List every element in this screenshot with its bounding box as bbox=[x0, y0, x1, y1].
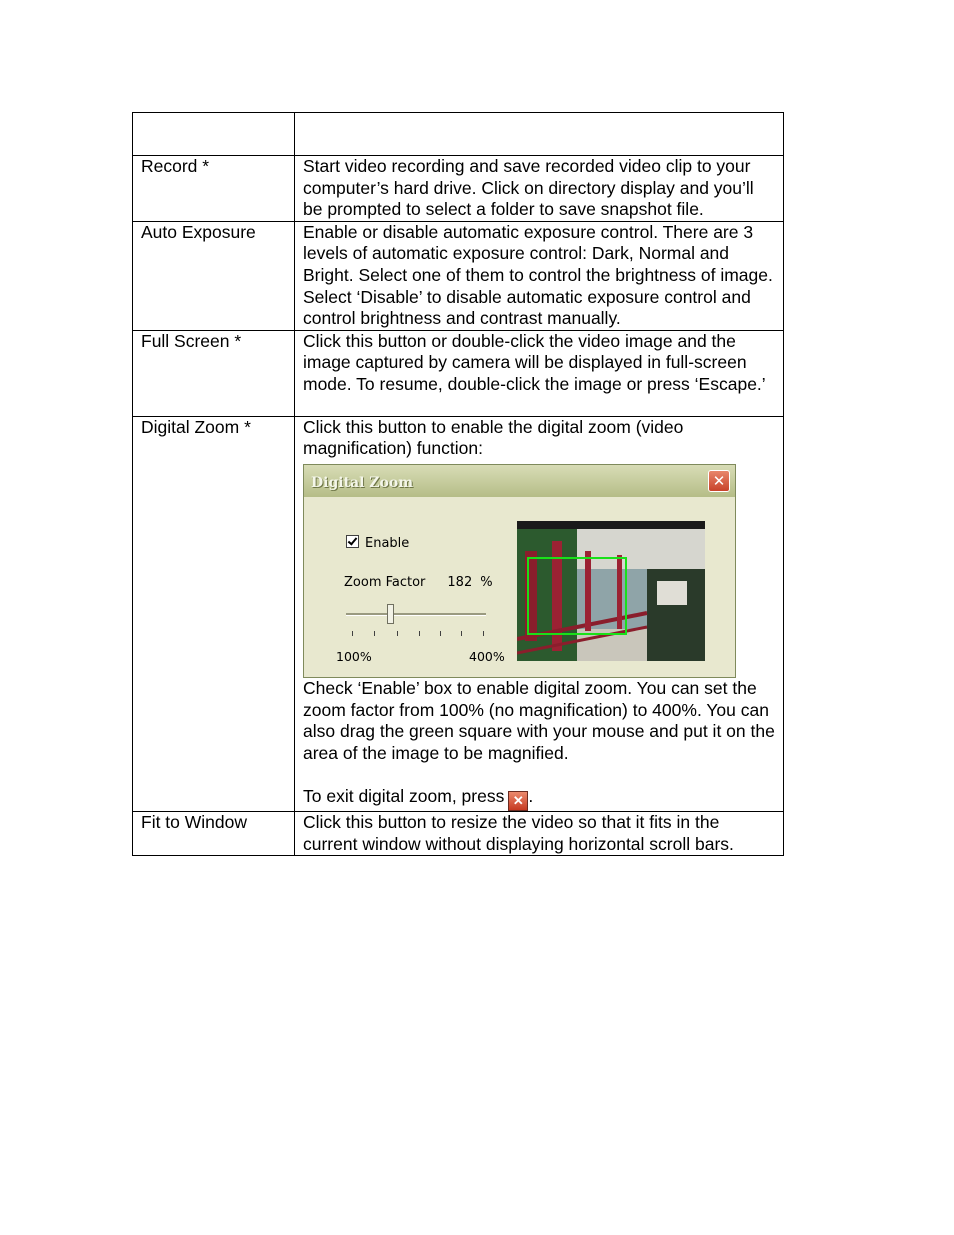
slider-tick bbox=[483, 631, 484, 636]
feature-name: Full Screen * bbox=[133, 330, 295, 416]
table-row bbox=[133, 330, 784, 416]
feature-name: Record * bbox=[133, 156, 295, 222]
slider-tick bbox=[397, 631, 398, 636]
zoom-area-square[interactable] bbox=[527, 557, 627, 635]
feature-name: Fit to Window bbox=[133, 811, 295, 855]
slider-tick bbox=[374, 631, 375, 636]
table-header-row bbox=[133, 113, 784, 156]
slider-tick bbox=[419, 631, 420, 636]
header-cell-1 bbox=[133, 113, 295, 156]
feature-description: Click this button to resize the video so that it fits in the current window without displaying horizontal scroll bars. bbox=[295, 811, 784, 855]
zoom-factor-label: Zoom Factor bbox=[344, 574, 426, 590]
slider-tick bbox=[352, 631, 353, 636]
enable-checkbox[interactable] bbox=[346, 535, 359, 548]
table-row bbox=[133, 416, 784, 811]
feature-description: Enable or disable automatic exposure control. There are 3 levels of automatic exposure control: Dark, Normal and Bright. Select one of them to control the brightness of image. Select ‘Disable’ to disable automatic exposure control and control brightness and contrast manually. bbox=[295, 221, 784, 330]
slider-tick bbox=[440, 631, 441, 636]
dialog-title-bar[interactable] bbox=[304, 465, 735, 497]
enable-label: Enable bbox=[365, 535, 410, 551]
exit-zoom-line bbox=[303, 786, 776, 811]
dialog-title: Digital Zoom bbox=[311, 474, 414, 491]
zoom-factor-unit: % bbox=[480, 574, 493, 590]
close-icon: ✕ bbox=[508, 791, 528, 811]
zoom-factor-value: 182 bbox=[447, 574, 473, 590]
table-row bbox=[133, 156, 784, 222]
exit-zoom-period: . bbox=[528, 785, 534, 806]
feature-description bbox=[295, 416, 784, 811]
digital-zoom-details: Check ‘Enable’ box to enable digital zoom. You can set the zoom factor from 100% (no magnification) to 400%. You can also drag the green square with your mouse and put it on the area of the image to be magnified. bbox=[303, 677, 775, 763]
video-preview bbox=[517, 521, 705, 661]
feature-name: Auto Exposure bbox=[133, 221, 295, 330]
zoom-factor-row bbox=[344, 572, 493, 594]
slider-max-label: 400% bbox=[469, 648, 505, 664]
digital-zoom-dialog bbox=[303, 464, 736, 678]
header-cell-2 bbox=[295, 113, 784, 156]
zoom-slider-thumb[interactable] bbox=[387, 604, 394, 624]
feature-description: Start video recording and save recorded video clip to your computer’s hard drive. Click on directory display and you’ll be prompted to select a folder to save snapshot file. bbox=[295, 156, 784, 222]
exit-zoom-text: To exit digital zoom, press bbox=[303, 785, 505, 806]
enable-checkbox-row[interactable] bbox=[346, 533, 409, 555]
feature-table bbox=[132, 112, 784, 856]
zoom-slider-track[interactable] bbox=[346, 613, 486, 616]
table-row bbox=[133, 811, 784, 855]
slider-min-label: 100% bbox=[336, 648, 372, 664]
digital-zoom-intro: Click this button to enable the digital zoom (video magnification) function: bbox=[303, 416, 684, 459]
feature-name: Digital Zoom * bbox=[133, 416, 295, 811]
slider-tick bbox=[461, 631, 462, 636]
table-row bbox=[133, 221, 784, 330]
feature-description: Click this button or double-click the video image and the image captured by camera will be displayed in full-screen mode. To resume, double-click the image or press ‘Escape.’ bbox=[295, 330, 784, 416]
close-icon[interactable]: ✕ bbox=[708, 470, 730, 492]
